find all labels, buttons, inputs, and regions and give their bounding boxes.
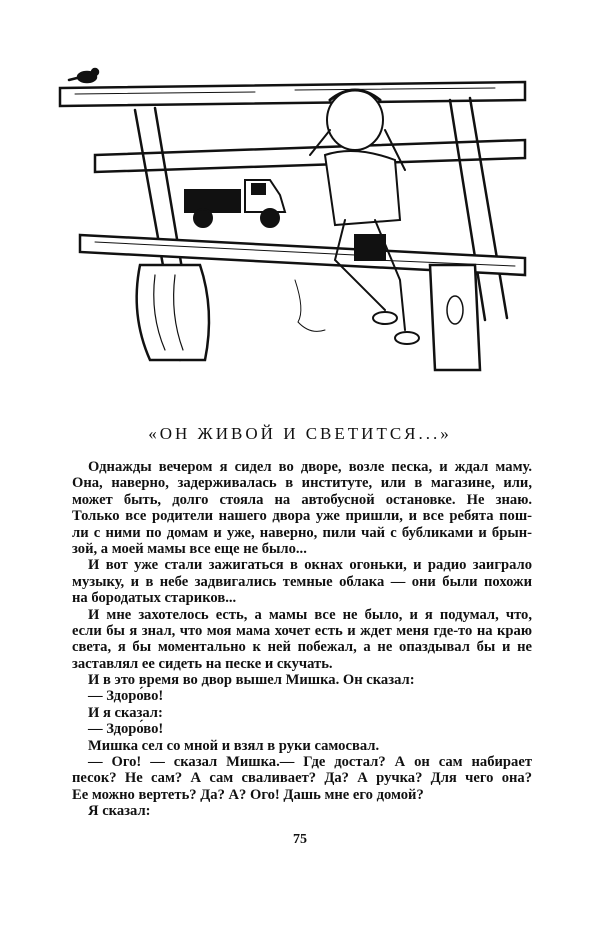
text-line: И в это время во двор вышел Мишка. Он сказал: (88, 672, 415, 689)
toy-truck (185, 180, 285, 227)
text-line: музыку, и в небе задвигались темные облака — они были похожи (72, 573, 532, 590)
text-line: Она, наверно, задерживалась в институте, или в магазине, или, (72, 475, 532, 492)
text-line: Мишка сел со мной и взял в руки самосвал. (88, 737, 380, 754)
text-line: света, я бы моментально к ней побежал, а не опаздывал бы и не (72, 639, 532, 656)
text-line: И я сказал: (88, 704, 163, 721)
text-line: Только все родители нашего двора уже пришли, и все ребята пош- (72, 508, 532, 525)
text-line: Ее можно вертеть? Да? А? Ого! Дашь мне его домой? (72, 786, 424, 803)
text-line: И вот уже стали зажигаться в окнах огоньки, и радио заиграло (88, 557, 532, 574)
text-line: ли с ними по домам и уже, наверно, пили чай с бубликами и брын- (72, 524, 532, 541)
text-line: — Здоро́во! (88, 721, 164, 738)
chapter-title: «ОН ЖИВОЙ И СВЕТИТСЯ...» (148, 424, 452, 443)
page-number: 75 (293, 832, 307, 847)
text-line: Я сказал: (88, 803, 151, 820)
text-line: может быть, долго стояла на автобусной остановке. Не знаю. (72, 491, 532, 508)
text-line: на бородатых стариков... (72, 590, 237, 607)
body-text (72, 459, 532, 820)
text-line: если бы я знал, что моя мама хочет есть и ждет меня где-то на краю (72, 622, 532, 639)
text-line: Однажды вечером я сидел во дворе, возле песка, и ждал маму. (88, 459, 532, 475)
text-line: песок? Не сам? А сам сваливает? Да? А ручка? Для чего она? (72, 770, 532, 787)
illustration-boy-on-bench (55, 60, 545, 380)
boy-figure (310, 90, 419, 344)
text-line: заставлял ее сидеть на песке и скучать. (72, 655, 333, 672)
text-line: — Здоро́во! (88, 688, 164, 705)
text-line: И мне захотелось есть, а мамы все не было, и я подумал, что, (88, 606, 532, 623)
text-line: — Ого! — сказал Мишка.— Где достал? А он сам набирает (88, 754, 532, 771)
text-line: зой, а моей мамы все еще не было... (72, 540, 307, 557)
bird-icon (69, 69, 98, 82)
